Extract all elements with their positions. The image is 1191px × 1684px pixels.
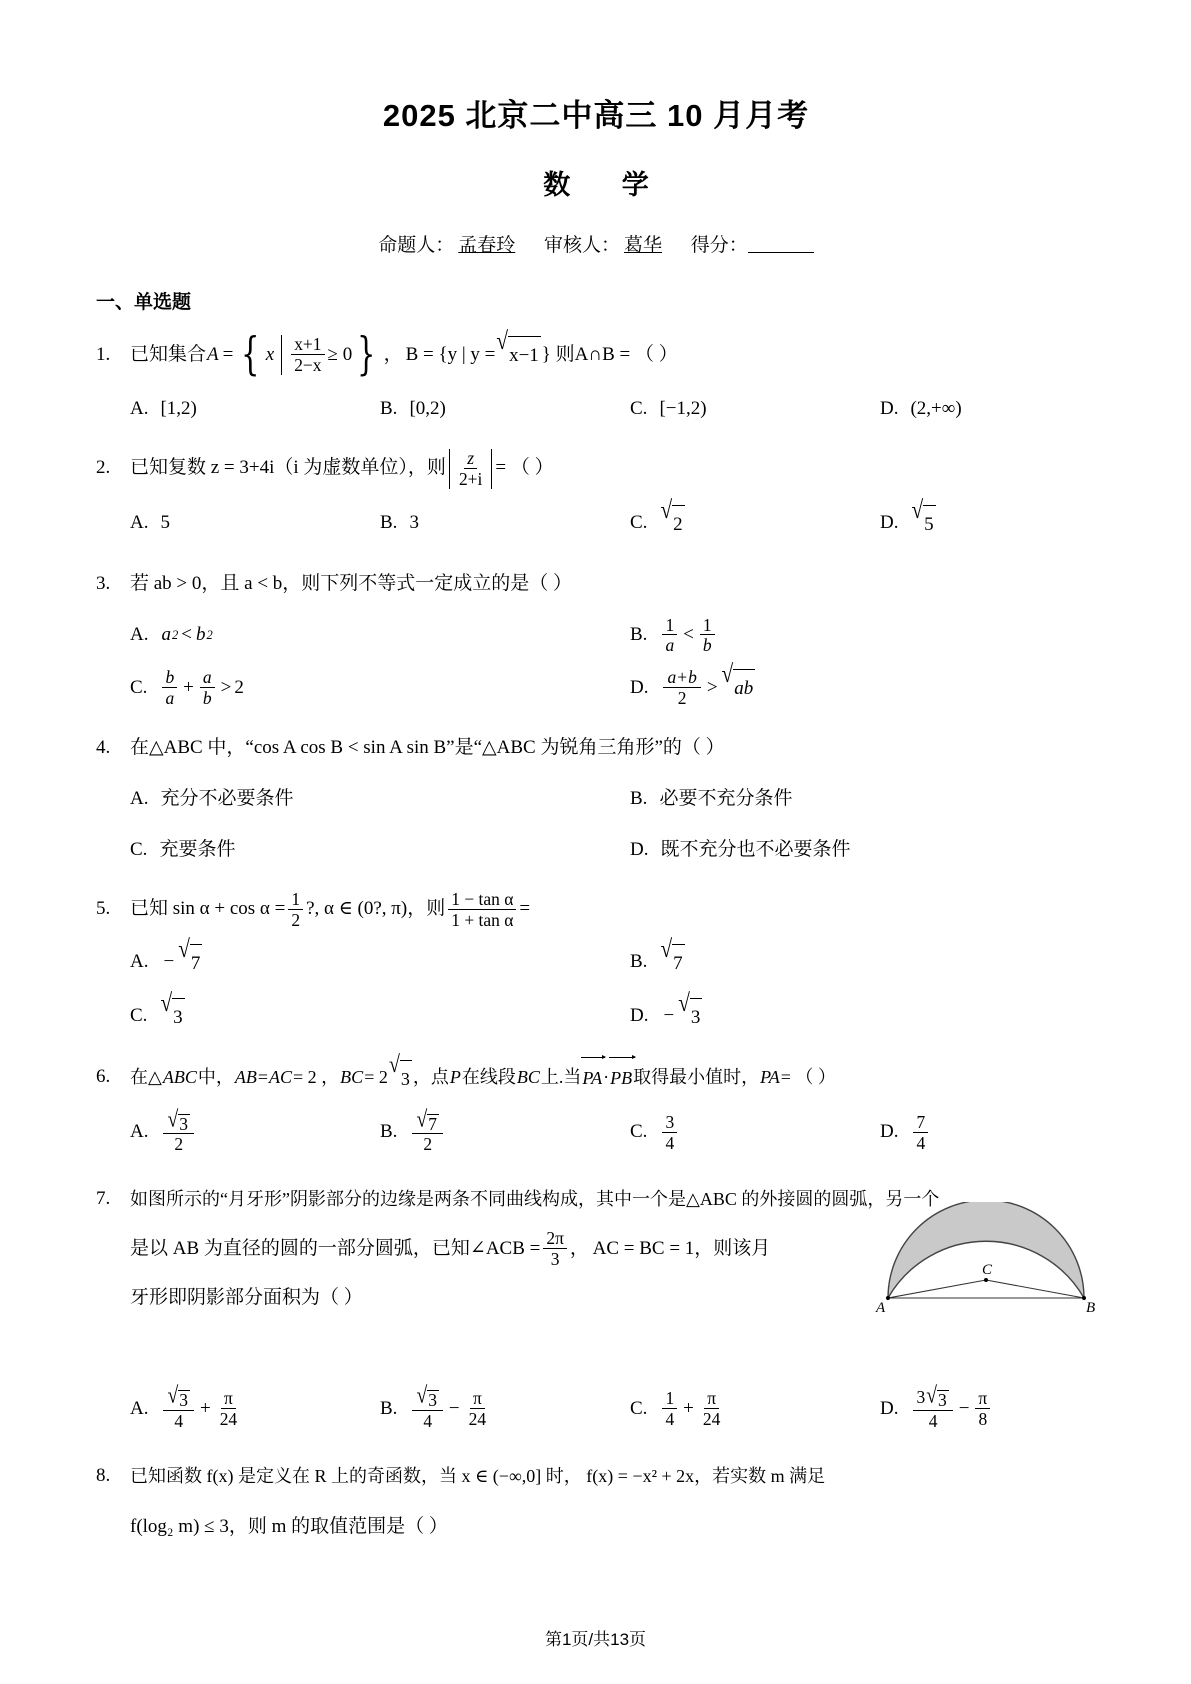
question-text: 已知复数 z = 3+4i（i 为虚数单位），则 $\frac{z}{2+i}$ = （ ） <box>130 447 554 489</box>
label-b: B <box>1086 1300 1096 1315</box>
option-a[interactable]: A. 5 <box>130 512 170 534</box>
question-number: 8. <box>96 1464 111 1486</box>
question-text: 在△ABC 中，“cos A cos B < sin A sin B”是“△ABC 为锐角三角形”的（ ） <box>130 737 725 759</box>
reviewer-label: 审核人： <box>543 235 620 256</box>
author-name: 孟春玲 <box>458 235 516 256</box>
option-c[interactable]: C. $\frac{b}{a}$ + $\frac{a}{b}$ > 2 <box>130 667 244 709</box>
question-number: 4. <box>96 737 111 759</box>
question-text-line1: 已知函数 f(x) 是定义在 R 上的奇函数，当 x ∈ (−∞,0] 时， f(x) = −x² + 2x，若实数 m 满足 <box>130 1465 826 1486</box>
question-text: 已知集合 A = { x $\frac{x+1}{2-x}$ ≥ 0 } ， B = {y | y = √ x−1 } 则 A∩B = （ ） <box>130 326 678 381</box>
question-text: 在△ ABC 中， AB = AC = 2 ， BC = 2 √ 3 ，点 P 在线段 BC 上.当 PA · PB 取得最小值时， PA = （ ） <box>130 1058 836 1098</box>
option-b[interactable]: B. 必要不充分条件 <box>630 788 793 810</box>
crescent-diagram-svg <box>870 1202 1102 1314</box>
question-7 <box>96 1180 1096 1430</box>
page-content <box>96 60 1096 1547</box>
option-c[interactable]: C. 充要条件 <box>130 839 236 861</box>
option-d[interactable]: D. − √ 3 <box>596 996 1096 1038</box>
option-d[interactable]: D. $\frac{a+b}{2}$ > √ ab <box>630 659 754 709</box>
option-a[interactable]: A. 充分不必要条件 <box>130 788 294 810</box>
segment-ac <box>888 1280 986 1298</box>
question-text-line2: f(log₂ m) ≤ 3，则 m 的取值范围是（ ） <box>130 1515 448 1537</box>
question-3-options-row1 <box>96 616 1096 656</box>
question-8 <box>96 1457 1096 1547</box>
question-number: 5. <box>96 898 111 920</box>
option-a[interactable]: A. √ 3 2 <box>96 1112 346 1155</box>
score-label: 得分： <box>690 235 748 256</box>
question-number: 7. <box>96 1188 111 1210</box>
question-4 <box>96 729 1096 870</box>
question-7-options <box>96 1383 1096 1431</box>
question-text-line1: 如图所示的“月牙形”阴影部分的边缘是两条不同曲线构成，其中一个是△ABC 的外接圆的圆弧，另一个 <box>130 1189 940 1210</box>
option-d[interactable]: D. (2,+∞) <box>880 397 962 419</box>
option-b[interactable]: B. √ 3 4 − $\frac{\pi}{24}$ <box>380 1383 487 1431</box>
label-a: A <box>876 1300 886 1315</box>
option-b[interactable]: B. [0,2) <box>380 397 446 419</box>
reviewer-name: 葛华 <box>624 235 663 256</box>
point-c <box>984 1278 988 1282</box>
page-title: 2025 北京二中高三 10 月月考 <box>382 98 810 133</box>
option-a[interactable]: A. √ 3 4 + $\frac{\pi}{24}$ <box>130 1383 238 1431</box>
question-number: 3. <box>96 572 111 594</box>
question-number: 2. <box>96 457 111 479</box>
crescent-figure <box>870 1202 1102 1314</box>
crescent-shaded-region <box>888 1202 1084 1298</box>
question-6-options <box>96 1107 1096 1155</box>
question-3-options-row2 <box>96 659 1096 709</box>
option-d[interactable]: D. $\frac{7}{4}$ <box>846 1112 1096 1155</box>
score-blank[interactable] <box>748 252 814 253</box>
question-4-options-row1 <box>96 780 1096 819</box>
option-a[interactable]: A. − √ 7 <box>96 942 596 984</box>
question-2 <box>96 449 1096 545</box>
question-2-options <box>96 495 1096 545</box>
option-c[interactable]: C. √ 2 <box>596 503 846 545</box>
option-b[interactable]: B. 3 <box>380 512 419 534</box>
question-5-options-row1 <box>96 934 1096 984</box>
question-5 <box>96 890 1096 1038</box>
option-c[interactable]: C. [−1,2) <box>630 397 707 419</box>
option-b[interactable]: B. √ 7 <box>596 942 1096 984</box>
question-text: 已知 sin α + cos α = $\frac{1}{2}$ ?, α ∈ (0?, π)，则 $\frac{\text{1 − tan α}}{\text{1 + tan α}}$ = <box>130 889 531 930</box>
option-a[interactable]: A. a 2 < b 2 <box>130 623 213 645</box>
option-c[interactable]: C. √ 3 <box>96 996 596 1038</box>
option-d[interactable]: D. 既不充分也不必要条件 <box>630 839 851 861</box>
option-c[interactable]: C. $\frac{3}{4}$ <box>596 1112 846 1155</box>
label-c: C <box>982 1262 993 1279</box>
option-a[interactable]: A. [1,2) <box>130 397 197 419</box>
question-number: 6. <box>96 1066 111 1088</box>
subject-title: 数 学 <box>543 170 671 200</box>
question-text: 若 ab > 0，且 a < b，则下列不等式一定成立的是（ ） <box>130 572 573 594</box>
option-b[interactable]: B. √ 7 2 <box>346 1112 596 1155</box>
point-a <box>886 1296 890 1300</box>
question-text-line3: 牙形即阴影部分面积为（ ） <box>130 1286 363 1308</box>
segment-cb <box>986 1280 1084 1298</box>
option-b[interactable]: B. $\frac{1}{a}$ < $\frac{1}{b}$ <box>596 616 1096 656</box>
question-text-line2: 是以 AB 为直径的圆的一部分圆弧，已知∠ACB = $\frac{2\pi}{3}$ ， AC = BC = 1，则该月 <box>130 1228 771 1270</box>
question-1-options <box>96 390 1096 429</box>
option-d[interactable]: D. 3 √ 3 4 − $\frac{\pi}{8}$ <box>846 1388 1096 1431</box>
question-3 <box>96 565 1096 710</box>
byline <box>96 230 1096 257</box>
page-footer: 第1页/共13页 <box>544 1630 647 1649</box>
question-number: 1. <box>96 343 111 365</box>
question-4-options-row2 <box>96 831 1096 870</box>
question-6 <box>96 1051 1096 1155</box>
section-title: 一、单选题 <box>96 292 192 313</box>
option-d[interactable]: D. √ 5 <box>846 503 1096 545</box>
author-label: 命题人： <box>378 235 455 256</box>
question-1 <box>96 326 1096 429</box>
question-5-options-row2 <box>96 988 1096 1038</box>
option-c[interactable]: C. $\frac{1}{4}$ + $\frac{\pi}{24}$ <box>630 1388 721 1430</box>
